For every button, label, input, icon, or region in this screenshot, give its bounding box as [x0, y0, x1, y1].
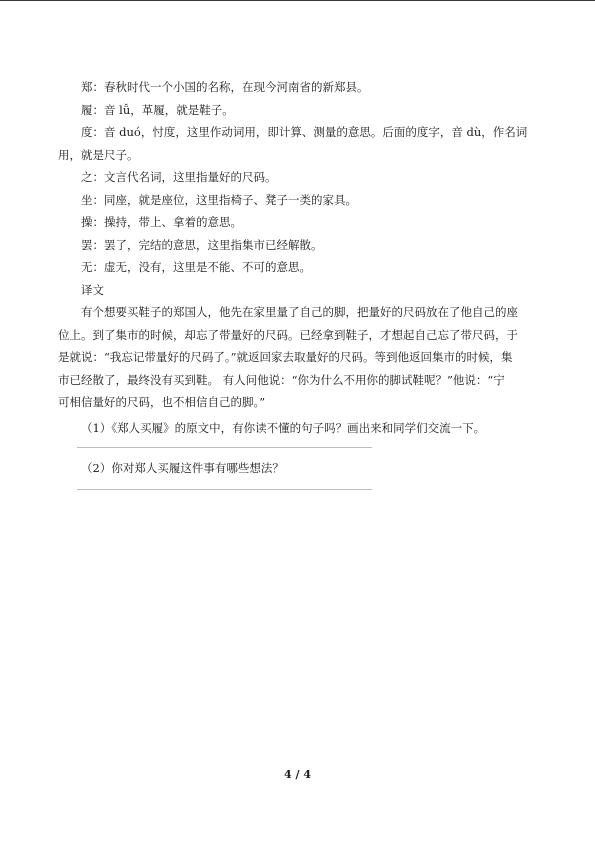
answer-line-2[interactable] [77, 489, 372, 490]
note-zuo: 坐：同座，就是座位，这里指椅子、凳子一类的家具。 [81, 192, 357, 207]
note-cao: 操：操持，带上、拿着的意思。 [81, 215, 242, 229]
note-duo-continued: 用，就是尺子。 [58, 147, 139, 162]
note-wu: 无：虚无，没有，这里是不能、不可的意思。 [81, 260, 311, 274]
note-duo: 度：音 duó，忖度，这里作动词用，即计算、测量的意思。后面的度字，音 dù，作名词 [81, 125, 528, 139]
translation-line: 是就说：“我忘记带量好的尺码了。”就返回家去取量好的尺码。等到他返回集市的时候，集 [58, 350, 513, 364]
answer-line-1[interactable] [77, 447, 372, 448]
translation-line: 位上。到了集市的时候，却忘了带量好的尺码。已经拿到鞋子，才想起自己忘了带尺码，于 [58, 327, 518, 342]
translation-line: 可相信量好的尺码，也不相信自己的脚。” [58, 395, 266, 409]
note-zhi: 之：文言代名词，这里指量好的尺码。 [81, 170, 277, 184]
question-2: （2）你对郑人买履这件事有哪些想法？ [81, 461, 284, 475]
note-lv: 履：音 lǚ，革履，就是鞋子。 [81, 102, 234, 117]
page-number: 4 / 4 [284, 768, 311, 781]
header-rule [0, 0, 595, 1]
note-zheng: 郑：春秋时代一个小国的名称，在现今河南省的新郑县。 [81, 80, 369, 94]
question-1: （1）《郑人买履》的原文中，有你读不懂的句子吗？画出来和同学们交流一下。 [81, 420, 486, 435]
translation-line: 有个想要买鞋子的郑国人，他先在家里量了自己的脚，把量好的尺码放在了他自己的座 [81, 305, 518, 319]
translation-heading: 译文 [81, 282, 104, 297]
note-ba: 罢：罢了，完结的意思，这里指集市已经解散。 [81, 237, 323, 252]
translation-line: 市已经散了，最终没有买到鞋。 有人问他说：“你为什么不用你的脚试鞋呢？”他说：“宁 [58, 372, 505, 387]
document-body [58, 76, 548, 490]
